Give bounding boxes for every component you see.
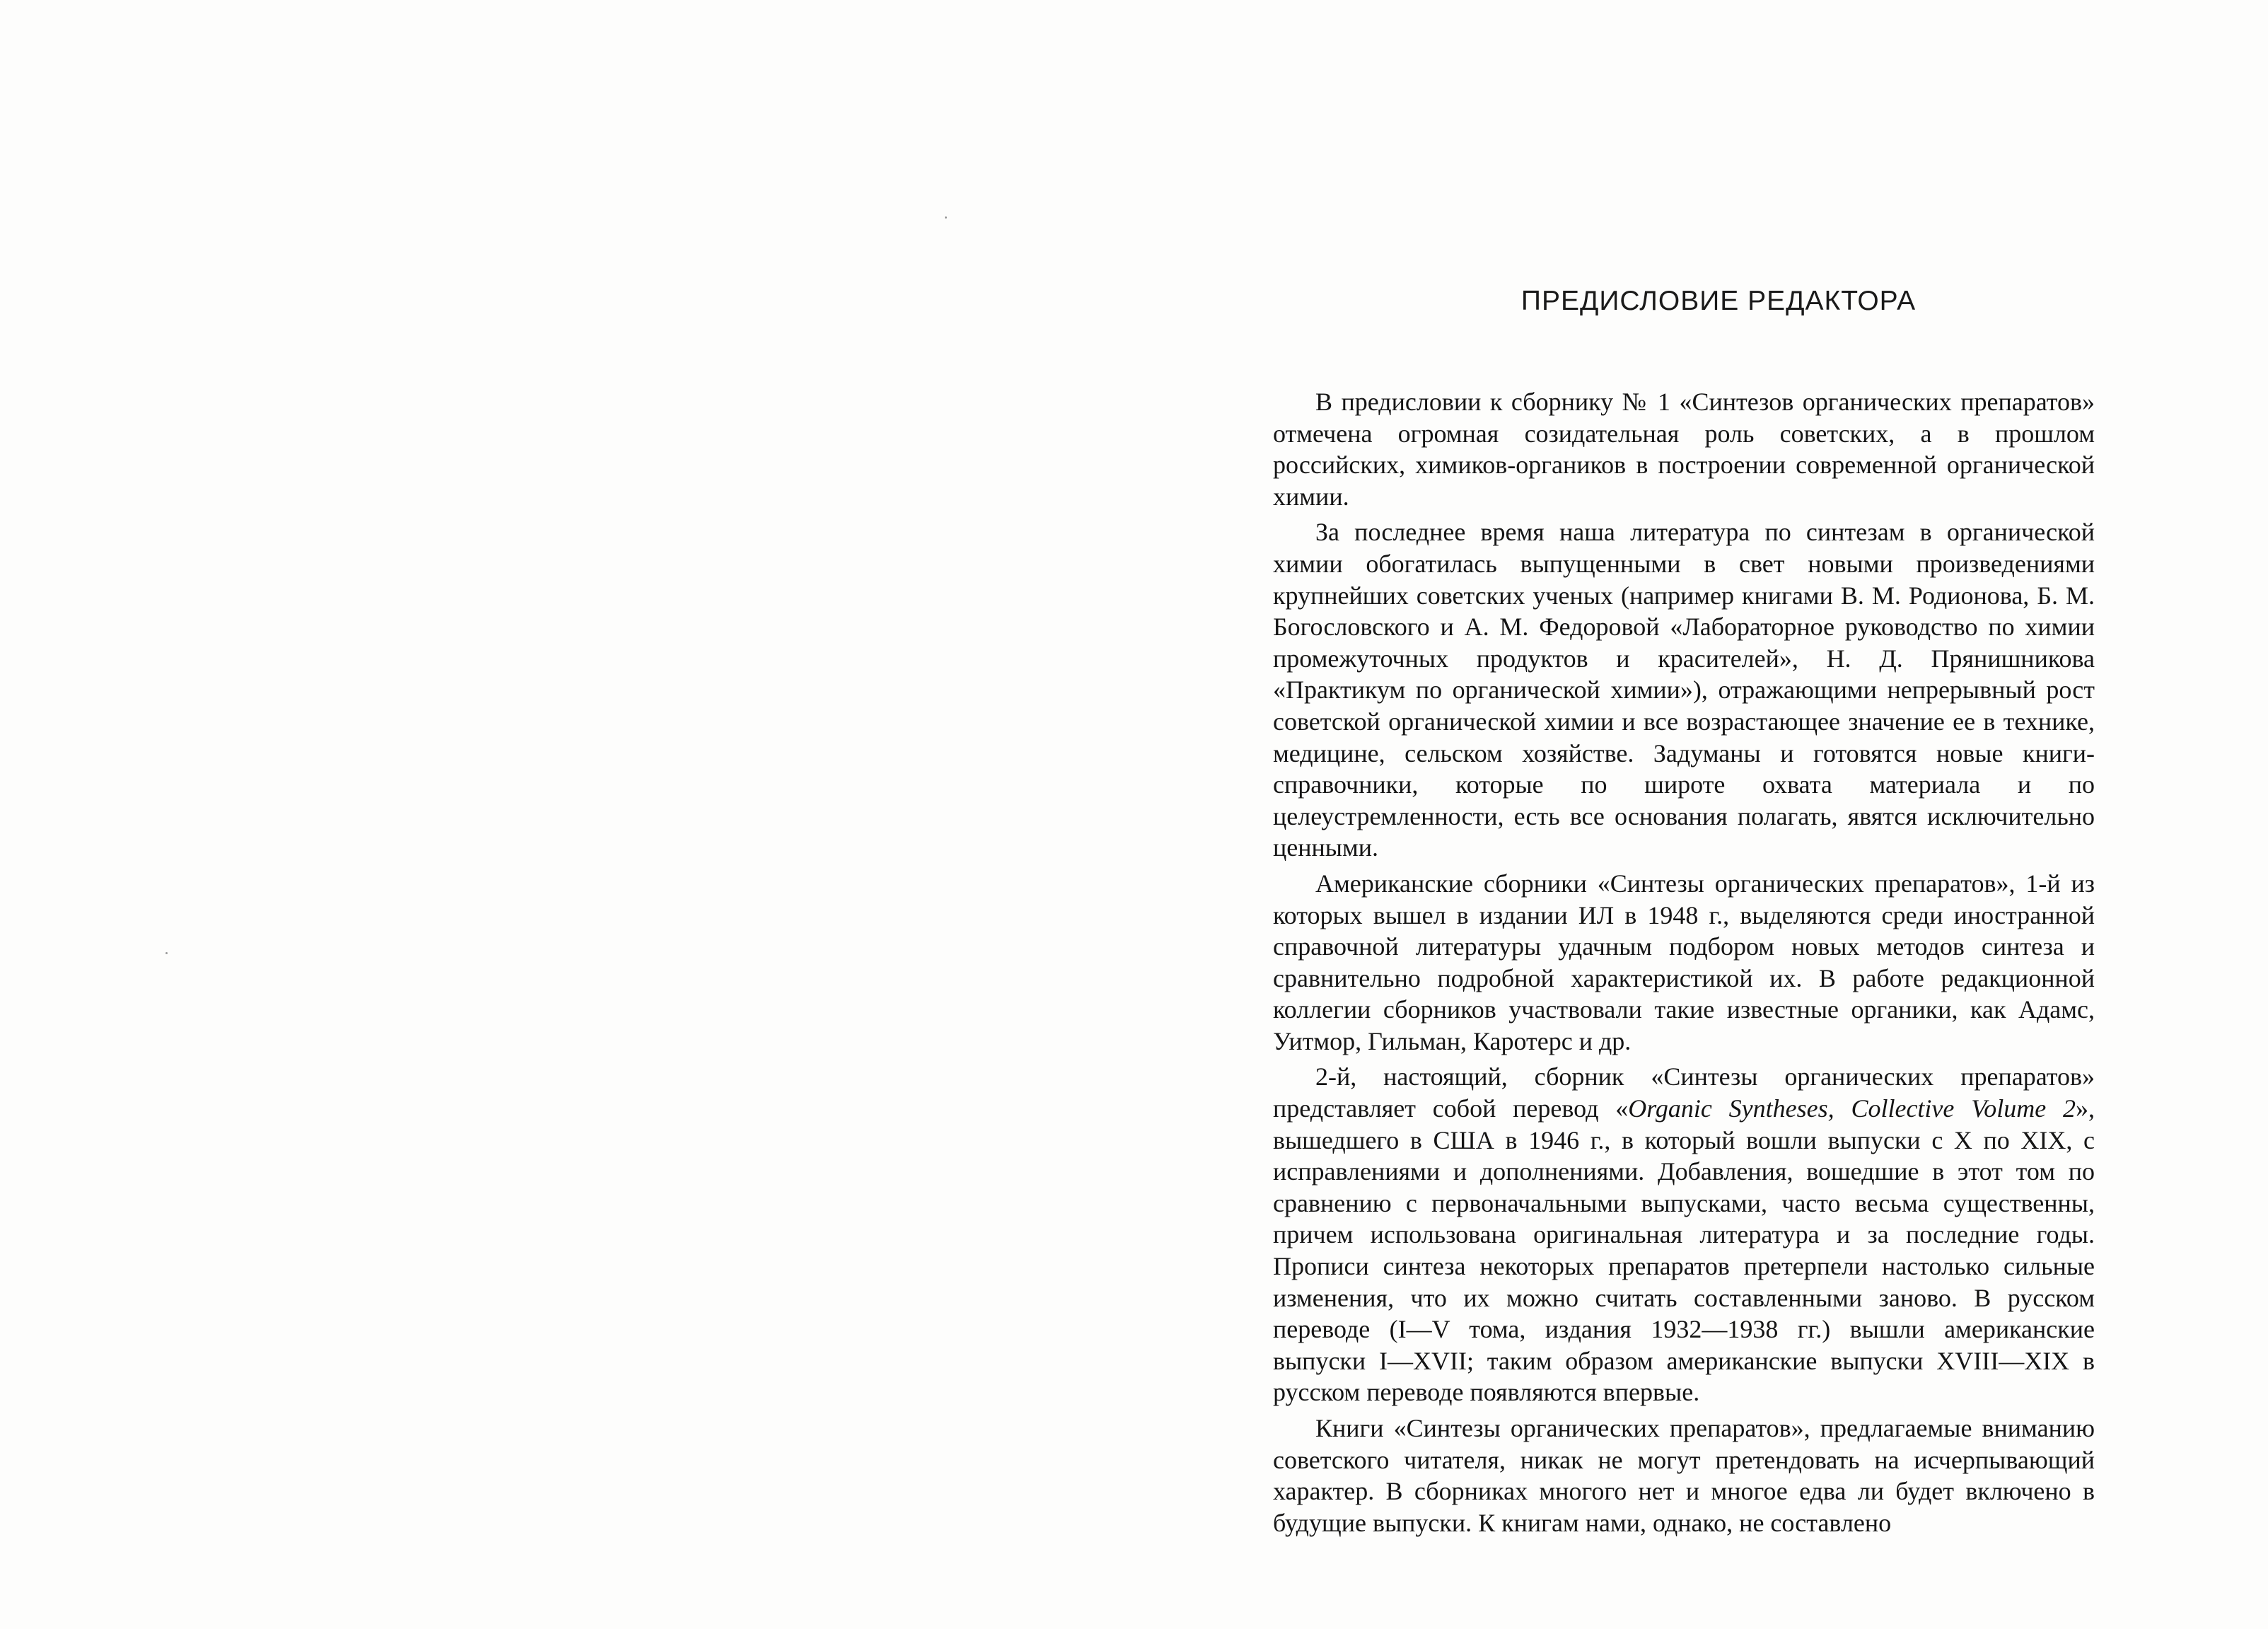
paragraph-2: За последнее время наша литература по синтезам в органической химии обогатилась выпущенными в свет новыми произведениями крупнейших советских ученых (например книгами В. М. Родионова, Б. М. Богословского и А. М. Федоровой «Лабораторное руководство по химии промежуточных продуктов и красителей», Н. Д. Прянишникова «Практикум по органической химии»), отражающими непрерывный рост советской органической химии и все возрастающее значение ее в технике, медицине, сельском хозяйстве. Задуманы и готовятся новые книги-справочники, которые по широте охвата материала и по целеустремленности, есть все основания полагать, явятся исключительно ценными. (1273, 518, 2095, 862)
paragraph-3: Американские сборники «Синтезы органических препаратов», 1-й из которых вышел в издании ИЛ в 1948 г., выделяются среди иностранной справочной литературы удачным подбором новых методов синтеза и сравнительно подробной характеристикой их. В работе редакционной коллегии сборников участвовали такие известные органики, как Адамс, Уитмор, Гильман, Каротерс и др. (1273, 869, 2095, 1055)
paragraph-5: Книги «Синтезы органических препаратов», предлагаемые вниманию советского читателя, никак не могут претендовать на исчерпывающий характер. В сборниках многого нет и многое едва ли будет включено в будущие выпуски. К книгам нами, однако, не составлено (1273, 1414, 2095, 1537)
paragraph-1: В предисловии к сборнику № 1 «Синтезов органических препаратов» отмечена огромная созидательная роль советских, а в прошлом российских, химиков-органиков в построении современной органической химии. (1273, 388, 2095, 511)
paragraph-4 (1273, 1061, 2095, 1408)
scan-speck (945, 216, 947, 219)
left-page-blank (0, 0, 1132, 1629)
book-title-italic: Organic Syntheses, Collective Volume 2 (1628, 1094, 2076, 1123)
paragraph-4-start: 2-й, настоящий, сборник «Синтезы органических препаратов» представляет собой перевод « (1273, 1062, 2095, 1123)
scan-speck (165, 952, 168, 954)
body-text (1273, 386, 2095, 1538)
page-title: ПРЕДИСЛОВИЕ РЕДАКТОРА (1520, 286, 1917, 316)
paragraph-4-end: », вышедшего в США в 1946 г., в который вошли выпуски с X по XIX, с исправлениями и дополнениями. Добавления, вошедшие в этот том по сравнению с первоначальными выпусками, часто весьма существенны, причем использована оригинальная литература и за последние годы. Прописи синтеза некоторых препаратов претерпели настолько сильные изменения, что их можно считать составленными заново. В русском переводе (I—V тома, издания 1932—1938 гг.) вышли американские выпуски I—XVII; таким образом американские выпуски XVIII—XIX в русском переводе появляются впервые. (1273, 1094, 2095, 1407)
right-page (1132, 0, 2268, 1629)
